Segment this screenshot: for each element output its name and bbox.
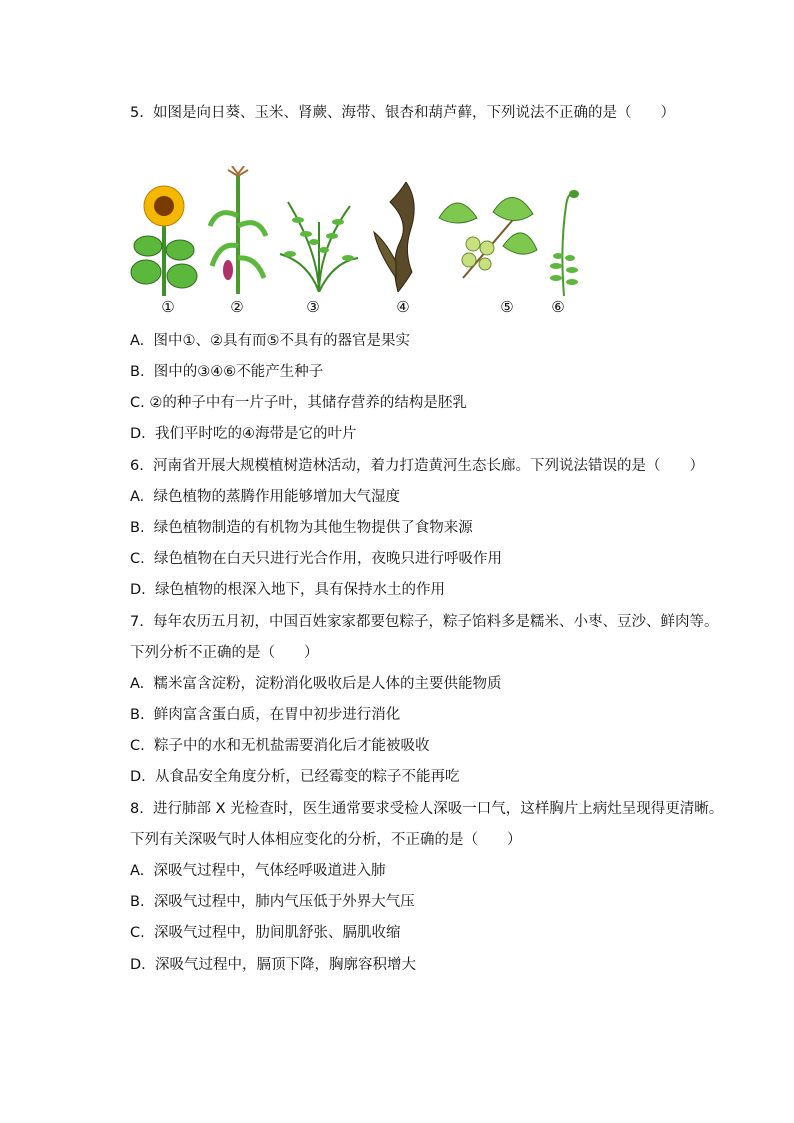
question-5-option-c: C. ②的种子中有一片子叶，其储存营养的结构是胚乳 [130, 395, 467, 411]
question-8-option-c: C. 深吸气过程中，肋间肌舒张、膈肌收缩 [130, 925, 401, 941]
question-6-option-d: D. 绿色植物的根深入地下，具有保持水土的作用 [130, 582, 445, 598]
ginkgo-image [433, 188, 539, 288]
question-7-stem: 7. 每年农历五月初，中国百姓家家都要包粽子，粽子馅料多是糯米、小枣、豆沙、鲜肉等。 [130, 614, 719, 630]
question-6-option-b: B. 绿色植物制造的有机物为其他生物提供了食物来源 [130, 520, 473, 536]
question-8-option-d: D. 深吸气过程中，膈顶下降，胸廓容积增大 [130, 957, 416, 973]
fern-image [278, 192, 360, 292]
figure-label-6: ⑥ [551, 298, 565, 316]
kelp-image [370, 182, 426, 292]
moss-image [546, 186, 582, 296]
question-5-option-a: A. 图中①、②具有而⑤不具有的器官是果实 [130, 333, 410, 349]
question-5-option-d: D. 我们平时吃的④海带是它的叶片 [130, 426, 357, 442]
question-6-stem: 6. 河南省开展大规模植树造林活动，着力打造黄河生态长廊。下列说法错误的是（ ） [130, 458, 705, 474]
sunflower-image [128, 184, 200, 296]
question-7-option-a: A. 糯米富含淀粉，淀粉消化吸收后是人体的主要供能物质 [130, 676, 502, 692]
question-5-option-b: B. 图中的③④⑥不能产生种子 [130, 364, 324, 380]
question-7-option-d: D. 从食品安全角度分析，已经霉变的粽子不能再吃 [130, 769, 460, 785]
figure-label-5: ⑤ [500, 298, 514, 316]
question-8-stem: 8. 进行肺部 X 光检查时，医生通常要求受检人深吸一口气，这样胸片上病灶呈现得更清晰。 [130, 801, 724, 817]
question-7-stem-line2: 下列分析不正确的是（ ） [130, 645, 319, 661]
figure-label-2: ② [230, 298, 244, 316]
question-8-stem-line2: 下列有关深吸气时人体相应变化的分析，不正确的是（ ） [130, 832, 522, 848]
question-7-option-b: B. 鲜肉富含蛋白质，在胃中初步进行消化 [130, 707, 401, 723]
figure-label-1: ① [161, 298, 175, 316]
question-5-stem: 5. 如图是向日葵、玉米、肾蕨、海带、银杏和葫芦藓，下列说法不正确的是（ ） [130, 105, 676, 121]
figure-label-3: ③ [306, 298, 320, 316]
figure-label-4: ④ [396, 298, 410, 316]
question-6-option-c: C. 绿色植物在白天只进行光合作用，夜晚只进行呼吸作用 [130, 551, 502, 567]
question-6-option-a: A. 绿色植物的蒸腾作用能够增加大气湿度 [130, 489, 400, 505]
question-7-option-c: C. 粽子中的水和无机盐需要消化后才能被吸收 [130, 738, 430, 754]
question-8-option-b: B. 深吸气过程中，肺内气压低于外界大气压 [130, 894, 415, 910]
corn-image [208, 166, 268, 296]
plant-figure [128, 162, 583, 322]
question-8-option-a: A. 深吸气过程中，气体经呼吸道进入肺 [130, 863, 386, 879]
